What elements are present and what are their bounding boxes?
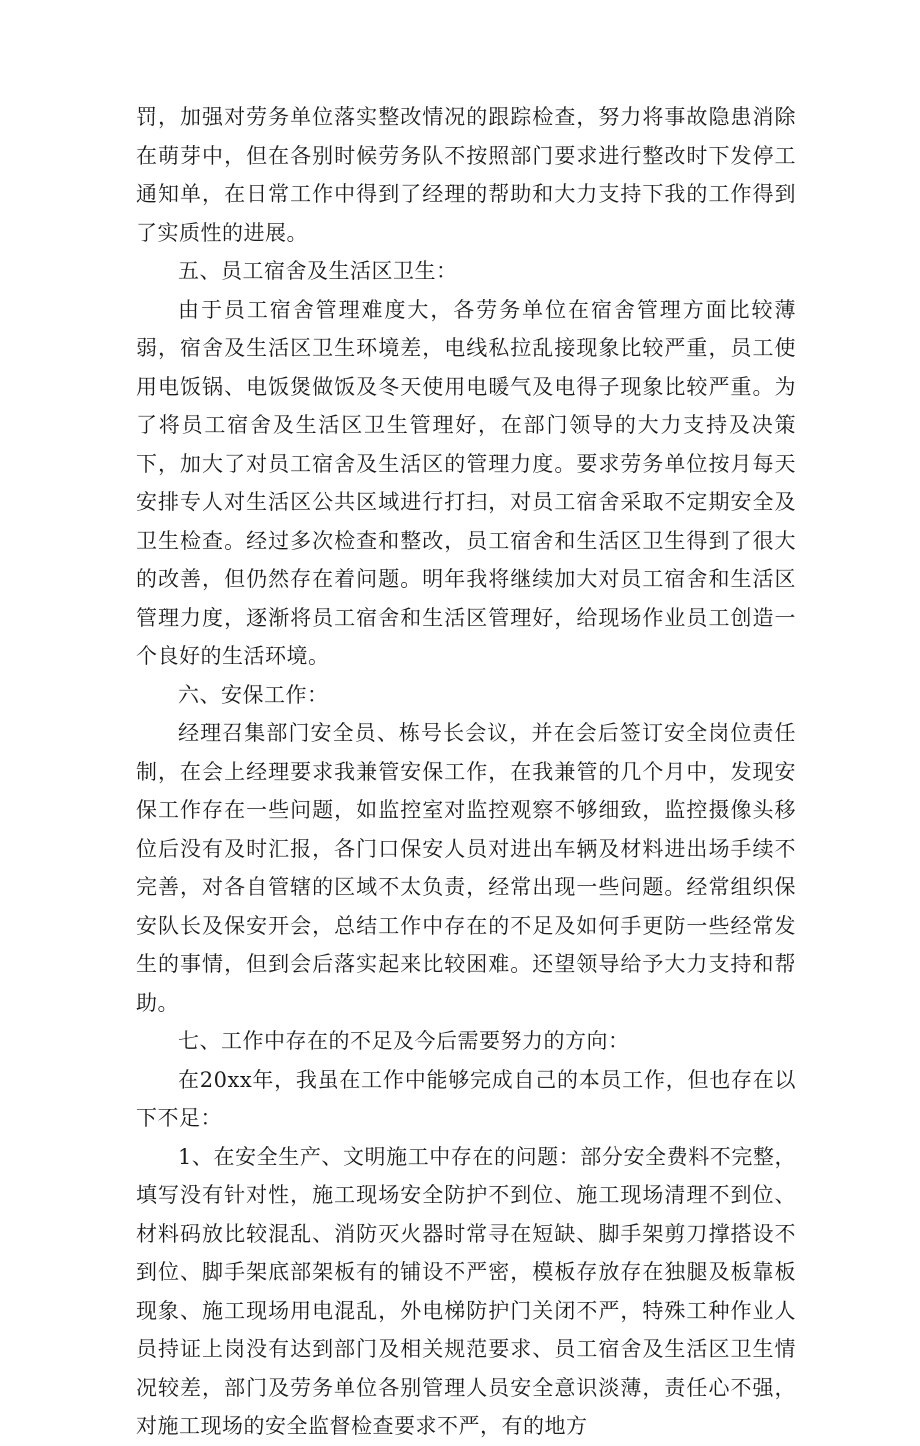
section-heading-dormitory: 五、员工宿舍及生活区卫生： [178, 259, 458, 283]
section-heading-shortcomings: 七、工作中存在的不足及今后需要努力的方向： [178, 1029, 630, 1053]
paragraph-security: 经理召集部门安全员、栋号长会议，并在会后签订安全岗位责任制，在会上经理要求我兼管安保工作，在我兼管的几个月中，发现安保工作存在一些问题，如监控室对监控观察不够细致，监控摄像头移位后没有及时汇报，各门口保安人员对进出车辆及材料进出场手续不完善，对各自管辖的区域不太负责，经常出现一些问题。经常组织保安队长及保安开会，总结工作中存在的不足及如何手更防一些经常发生的事情，但到会后落实起来比较困难。还望领导给予大力支持和帮助。 [136, 721, 796, 1015]
paragraph-continuation: 罚，加强对劳务单位落实整改情况的跟踪检查，努力将事故隐患消除在萌芽中，但在各别时候劳务队不按照部门要求进行整改时下发停工通知单，在日常工作中得到了经理的帮助和大力支持下我的工作得到了实质性的进展。 [136, 105, 796, 245]
section-heading-security: 六、安保工作： [178, 682, 329, 707]
paragraph-dormitory: 由于员工宿舍管理难度大，各劳务单位在宿舍管理方面比较薄弱，宿舍及生活区卫生环境差，电线私拉乱接现象比较严重，员工使用电饭锅、电饭煲做饭及冬天使用电暖气及电得子现象比较严重。为了将员工宿舍及生活区卫生管理好，在部门领导的大力支持及决策下，加大了对员工宿舍及生活区的管理力度。要求劳务单位按月每天安排专人对生活区公共区域进行打扫，对员工宿舍采取不定期安全及卫生检查。经过多次检查和整改，员工宿舍和生活区卫生得到了很大的改善，但仍然存在着问题。明年我将继续加大对员工宿舍和生活区管理力度，逐渐将员工宿舍和生活区管理好，给现场作业员工创造一个良好的生活环境。 [136, 297, 796, 668]
paragraph-shortcomings-intro: 在20xx年，我虽在工作中能够完成自己的本员工作，但也存在以下不足： [136, 1067, 796, 1130]
document-body [136, 98, 796, 1446]
paragraph-shortcomings-item-1: 1、在安全生产、文明施工中存在的问题：部分安全费料不完整，填写没有针对性，施工现场安全防护不到位、施工现场清理不到位、材料码放比较混乱、消防灭火器时常寻在短缺、脚手架剪刀撑搭设不到位、脚手架底部架板有的铺设不严密，模板存放存在独腿及板靠板现象、施工现场用电混乱，外电梯防护门关闭不严，特殊工种作业人员持证上岗没有达到部门及相关规范要求、员工宿舍及生活区卫生情况较差，部门及劳务单位各别管理人员安全意识淡薄，责任心不强，对施工现场的安全监督检查要求不严，有的地方 [136, 1144, 796, 1438]
